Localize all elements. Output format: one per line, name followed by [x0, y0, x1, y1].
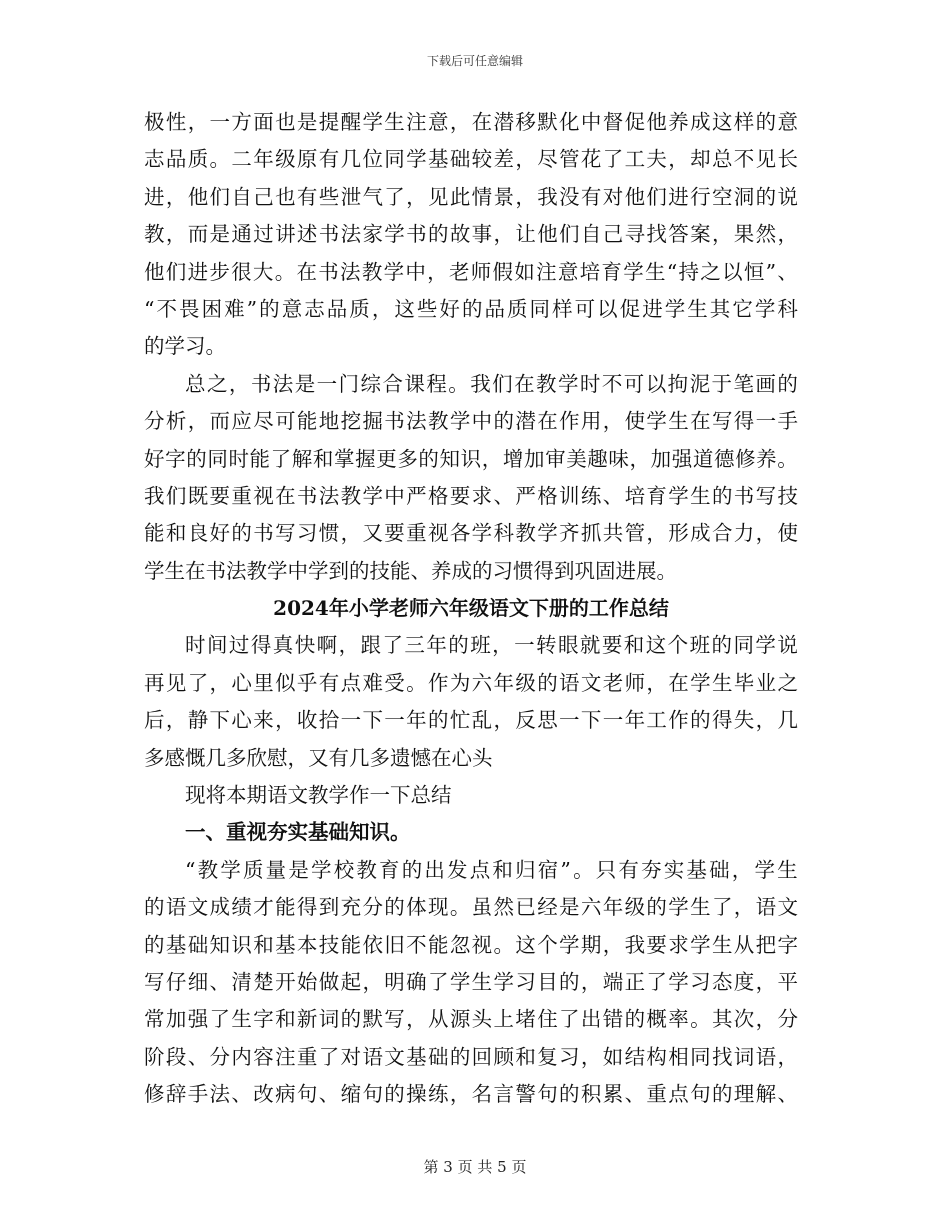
body-text-line: 教 ， 而 是 通 过 讲 述 书 法 家 学 书 的 故 事 ， 让 他 们 自 己 寻 找 答 案 ， 果 然 ，	[144, 222, 798, 247]
body-text-line: 进 ， 他 们 自 己 也 有 些 泄 气 了 ， 见 此 情 景 ， 我 没 有 对 他 们 进 行 空 洞 的 说	[144, 184, 798, 209]
body-text-line: 现 将 本 期 语 文 教 学 作 一 下 总 结	[185, 783, 452, 808]
body-text-line: 阶 段 、 分 内 容 注 重 了 对 语 文 基 础 的 回 顾 和 复 习 ， 如 结 构 相 同 找 词 语 ，	[144, 1044, 798, 1069]
body-text-line: 常 加 强 了 生 字 和 新 词 的 默 写 ， 从 源 头 上 堵 住 了 出 错 的 概 率 。 其 次 ， 分	[144, 1007, 798, 1032]
body-text-line: 总 之 ， 书 法 是 一 门 综 合 课 程 。 我 们 在 教 学 时 不 可 以 拘 泥 于 笔 画 的	[185, 371, 798, 396]
body-text-line: 能 和 良 好 的 书 写 习 惯 ， 又 要 重 视 各 学 科 教 学 齐 抓 共 管 ， 形 成 合 力 ， 使	[144, 521, 798, 546]
section-title: 2024年小学老师六年级语文下册的工作总结	[273, 596, 669, 621]
body-text-line: 的 基 础 知 识 和 基 本 技 能 依 旧 不 能 忽 视 。 这 个 学 期 ， 我 要 求 学 生 从 把 字	[144, 932, 798, 957]
body-text-line: 极 性 ， 一 方 面 也 是 提 醒 学 生 注 意 ， 在 潜 移 默 化 中 督 促 他 养 成 这 样 的 意	[144, 110, 798, 134]
body-text-line: 我 们 既 要 重 视 在 书 法 教 学 中 严 格 要 求 、 严 格 训 练 、 培 育 学 生 的 书 写 技	[144, 483, 798, 508]
page-header: 下载后可任意编辑	[426, 54, 523, 68]
body-text-line: 分 析 ， 而 应 尽 可 能 地 挖 掘 书 法 教 学 中 的 潜 在 作 用 ， 使 学 生 在 写 得 一 手	[144, 409, 798, 434]
body-text-line: 修 辞 手 法 、 改 病 句 、 缩 句 的 操 练 ， 名 言 警 句 的 积 累 、 重 点 句 的 理 解 、	[144, 1082, 798, 1107]
body-text-line: 后 ， 静 下 心 来 ， 收 拾 一 下 一 年 的 忙 乱 ， 反 思 一 下 一 年 工 作 的 得 失 ， 几	[144, 708, 798, 733]
body-text-line: 时 间 过 得 真 快 啊 ， 跟 了 三 年 的 班 ， 一 转 眼 就 要 和 这 个 班 的 同 学 说	[185, 633, 798, 658]
body-text-line: 好 字 的 同 时 能 了 解 和 掌 握 更 多 的 知 识 ， 增 加 审 美 趣 味 ， 加 强 道 德 修 养 。	[144, 446, 798, 471]
document-body	[144, 104, 798, 1114]
body-text-line: 的 语 文 成 绩 才 能 得 到 充 分 的 体 现 。 虽 然 已 经 是 六 年 级 的 学 生 了 ， 语 文	[144, 895, 798, 920]
body-text-line: 他 们 进 步 很 大 。 在 书 法 教 学 中 ， 老 师 假 如 注 意 培 育 学 生 “ 持 之 以 恒 ” 、	[144, 259, 798, 284]
section-subheading: 一 、 重 视 夯 实 基 础 知 识 。	[185, 820, 411, 845]
body-text-line: 志 品 质 。 二 年 级 原 有 几 位 同 学 基 础 较 差 ， 尽 管 花 了 工 夫 ， 却 总 不 见 长	[144, 147, 798, 172]
body-text-line: 的 学 习 。	[144, 334, 226, 359]
body-text-line: 再 见 了 ， 心 里 似 乎 有 点 难 受 。 作 为 六 年 级 的 语 文 老 师 ， 在 学 生 毕 业 之	[144, 670, 798, 695]
body-text-line: “ 教 学 质 量 是 学 校 教 育 的 出 发 点 和 归 宿 ” 。 只 有 夯 实 基 础 ， 学 生	[185, 857, 798, 882]
page-footer: 第 3 页 共 5 页	[423, 1158, 527, 1176]
body-text-line: 写 仔 细 、 清 楚 开 始 做 起 ， 明 确 了 学 生 学 习 目 的 ， 端 正 了 学 习 态 度 ， 平	[144, 969, 798, 994]
body-text-line: 多 感 慨 几 多 欣 慰 ， 又 有 几 多 遗 憾 在 心 头	[144, 745, 493, 770]
body-text-line: 学 生 在 书 法 教 学 中 学 到 的 技 能 、 养 成 的 习 惯 得 到 巩 固 进 展 。	[144, 558, 677, 583]
body-text-line: “ 不 畏 困 难 ” 的 意 志 品 质 ， 这 些 好 的 品 质 同 样 可 以 促 进 学 生 其 它 学 科	[144, 296, 798, 321]
